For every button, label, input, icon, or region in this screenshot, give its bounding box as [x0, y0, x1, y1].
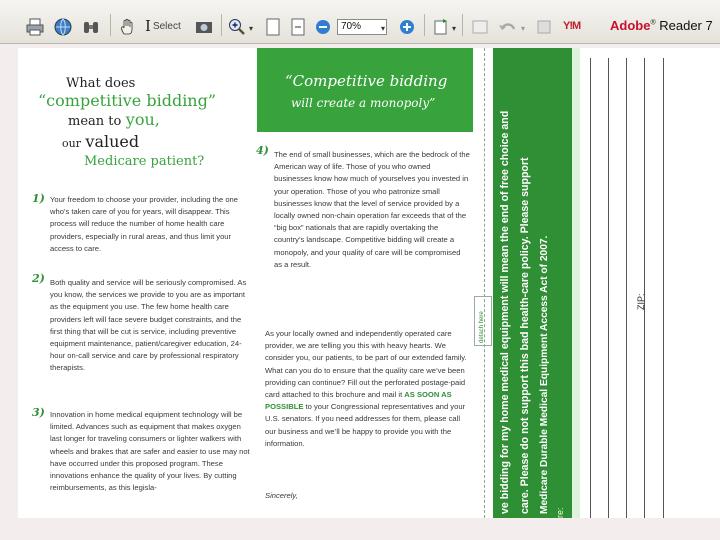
select-tool-button[interactable] [145, 17, 191, 35]
rotate-view-button[interactable] [430, 16, 452, 38]
signature-sincerely: Sincerely, [265, 491, 298, 500]
chevron-down-icon[interactable]: ▾ [521, 24, 526, 33]
address-line [663, 58, 664, 518]
plus-circle-icon [397, 17, 417, 37]
zoom-in-button[interactable] [226, 16, 248, 38]
printer-icon [25, 17, 45, 37]
title-monopoly: will create a monopoly” [291, 96, 436, 110]
chevron-down-icon[interactable]: ▾ [452, 24, 457, 33]
green-title-panel [257, 48, 473, 132]
title-competitive-bidding: “Competitive bidding [285, 72, 448, 90]
paragraph-2: Both quality and service will be seriously compromised. As you know, the services we provide to you are as important as the equipment you use. The few home health care providers left will face severe budget constraints, and the first thing that will be cut is service, including preventive equipment maintenance, patient/caregiver education, 24-hour on-call service and care by professional respiratory therapists. [50, 278, 247, 373]
address-line [608, 58, 609, 518]
toolbar-separator [424, 14, 425, 36]
toolbar [0, 0, 720, 44]
list-number-4: 4) [256, 144, 269, 157]
search-button[interactable] [80, 16, 102, 38]
paragraph-5 [265, 328, 470, 450]
undo-arrow-icon [497, 17, 517, 37]
zip-label: ZIP: [636, 293, 646, 310]
toolbar-separator [462, 14, 463, 36]
strip-footer-text: re: [555, 507, 565, 518]
paragraph-5-asap: AS SOON AS POSSIBLE [265, 390, 452, 412]
form-button[interactable] [469, 16, 491, 38]
chevron-down-icon[interactable]: ▾ [381, 24, 386, 33]
detach-here-label: detach here [479, 311, 485, 343]
paragraph-5-start: As your locally owned and independently operated care provider, we are telling you this with heavy hearts. We consider you, our patients, to be part of our extended family. What can you do to ensure that the quality care we’ve been providing can continue? Fill out the perforated postage-paid card attached to this brochure and mail it [265, 329, 467, 400]
heading-medicare-patient: Medicare patient? [84, 154, 205, 169]
hand-tool-button[interactable] [117, 16, 139, 38]
zoom-level-input[interactable]: 70% [337, 19, 387, 35]
undo-button[interactable] [494, 16, 520, 38]
select-label: Select [152, 20, 181, 32]
paragraph-3: Innovation in home medical equipment technology will be limited. Advances such as equipment that makes oxygen last longer for traveling consumers or lighter walkers with wheels and brakes that are safer and easier to use may not have occurred under this proposed program. These innovations enhance the quality of your lives. By cutting reimbursements, as this legisla- [50, 410, 250, 493]
perforation-line [484, 48, 485, 518]
actual-size-button[interactable] [262, 16, 284, 38]
list-number-2: 2) [32, 272, 45, 285]
detach-tab [474, 296, 492, 346]
email-button[interactable] [52, 16, 74, 38]
comment-button[interactable] [533, 16, 555, 38]
address-line [626, 58, 627, 518]
paragraph-1: Your freedom to choose your provider, including the one who’s taken care of you for years, will disappear. This process will reduce the number of home health care providers, especially in rural areas, and thus limit your access to care. [50, 195, 238, 253]
globe-mail-icon [53, 17, 73, 37]
rotate-icon [431, 17, 451, 37]
brand-reader: Reader 7 [659, 18, 713, 33]
address-line [644, 58, 645, 518]
text-cursor-icon: I [145, 17, 151, 35]
toolbar-separator [221, 14, 222, 36]
heading-you: you, [125, 110, 160, 129]
brand-adobe: Adobe [610, 18, 651, 33]
heading-competitive-bidding: “competitive bidding” [38, 91, 217, 110]
heading-our: our [62, 137, 81, 150]
fit-page-button[interactable] [287, 16, 309, 38]
note-icon [534, 17, 554, 37]
chevron-down-icon[interactable]: ▾ [249, 24, 254, 33]
fit-page-icon [288, 17, 308, 37]
minus-circle-icon [313, 17, 333, 37]
print-button[interactable] [24, 16, 46, 38]
document-page[interactable] [18, 48, 720, 518]
snapshot-button[interactable] [193, 16, 215, 38]
adobe-reader-brand: Adobe® Reader 7 [610, 18, 713, 33]
heading-our-valued [62, 132, 139, 152]
paragraph-5-end: to your Congressional representatives and your U.S. senators. If you need addresses for them, please call our business and we’ll be happy to provide you with the information. [265, 402, 466, 448]
form-icon [470, 17, 490, 37]
zoom-out-button[interactable] [313, 16, 333, 38]
heading-mean-to: mean to [68, 114, 122, 129]
heading-what-does: What does [66, 76, 136, 91]
page-icon [263, 17, 283, 37]
heading-mean-to-you [68, 110, 160, 130]
list-number-1: 1) [32, 192, 45, 205]
magnifier-plus-icon [227, 17, 247, 37]
hand-icon [118, 17, 138, 37]
toolbar-separator [110, 14, 111, 36]
list-number-3: 3) [32, 406, 45, 419]
strip-line-1: ve bidding for my home medical equipment will mean the end of free choice and [499, 110, 511, 514]
strip-line-2: care. Please do not support this bad health-care policy. Please support [519, 157, 531, 514]
address-line [590, 58, 591, 518]
zoom-in-circle-button[interactable] [397, 16, 417, 38]
binoculars-icon [81, 17, 101, 37]
strip-divider [572, 48, 580, 518]
paragraph-4: The end of small businesses, which are the bedrock of the American way of life. Those of you who owned businesses know how much of yourselves you invested in your operation. Those of you who patronize small businesses know that the level of service provided by a locally owned non-chain operation far exceeds that of the “big box” nationals that are rapidly overtaking the country’s landscape. Competitive bidding will create a monopoly, and your quality of care will be compromised as a result. [274, 150, 470, 269]
strip-line-3: Medicare Durable Medical Equipment Access Act of 2007. [539, 235, 550, 514]
heading-valued: valued [85, 132, 140, 151]
yahoo-messenger-button[interactable]: Y!M [563, 20, 581, 32]
postcard-strip [493, 48, 573, 518]
camera-icon [194, 17, 214, 37]
